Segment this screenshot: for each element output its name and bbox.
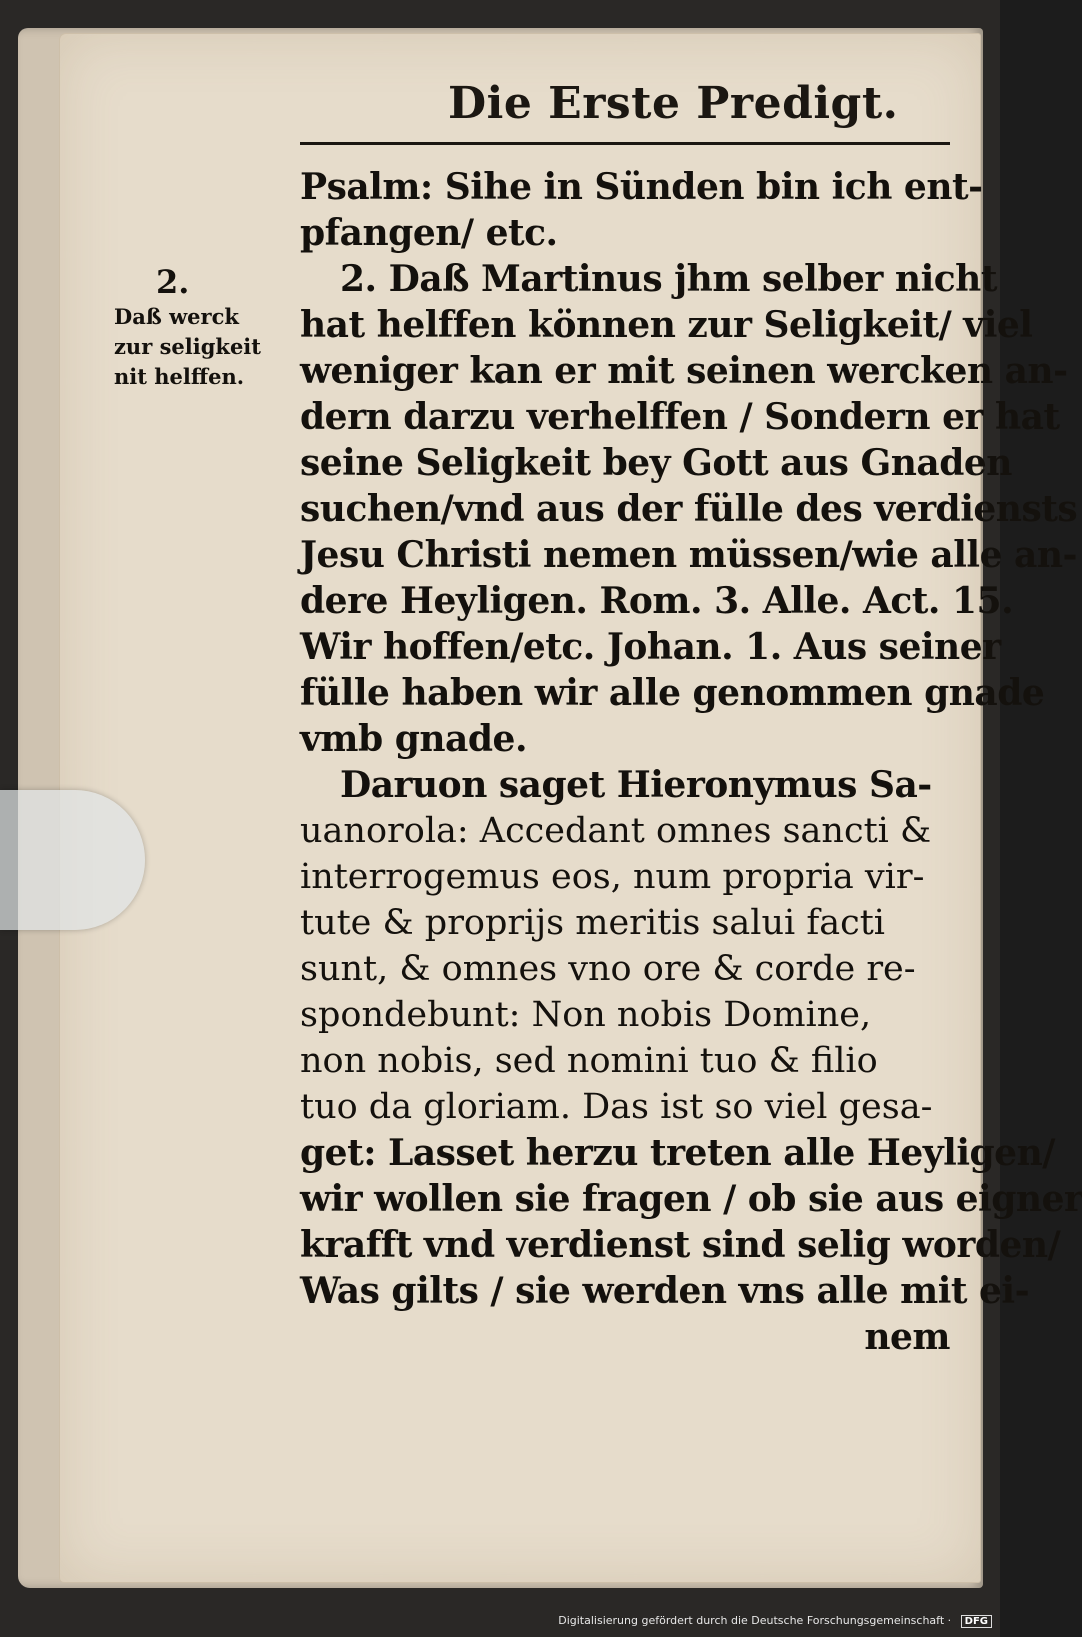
margin-note-number: 2. bbox=[156, 263, 190, 301]
text-line: Psalm: Sihe in Sünden bin ich ent- bbox=[300, 166, 983, 208]
text-line: krafft vnd verdienst sind selig worden/ bbox=[300, 1224, 1061, 1266]
text-line: Jesu Christi nemen müssen/wie alle an- bbox=[300, 534, 1077, 576]
text-line: uanorola: Accedant omnes sancti & bbox=[300, 811, 932, 851]
text-line: 2. Daß Martinus jhm selber nicht bbox=[340, 258, 997, 300]
text-line: Wir hoffen/etc. Johan. 1. Aus seiner bbox=[300, 626, 1001, 668]
text-line: interrogemus eos, num propria vir- bbox=[300, 857, 925, 897]
text-line: weniger kan er mit seinen wercken an- bbox=[300, 350, 1068, 392]
text-line: vmb gnade. bbox=[300, 718, 527, 760]
text-line: suchen/vnd aus der fülle des verdiensts bbox=[300, 488, 1078, 530]
catchword: nem bbox=[864, 1316, 950, 1358]
body-text bbox=[300, 164, 1082, 1360]
text-line: Was gilts / sie werden vns alle mit ei- bbox=[300, 1270, 1030, 1312]
dfg-logo: DFG bbox=[961, 1615, 992, 1628]
text-line: non nobis, sed nomini tuo & filio bbox=[300, 1041, 878, 1081]
text-line: seine Seligkeit bey Gott aus Gnaden bbox=[300, 442, 1012, 484]
page-clip bbox=[0, 790, 145, 930]
margin-note-line: zur seligkeit bbox=[114, 334, 261, 359]
text-line: hat helffen können zur Seligkeit/ viel bbox=[300, 304, 1033, 346]
footer-credit bbox=[520, 1614, 992, 1634]
header-rule bbox=[300, 142, 950, 145]
footer-credit-text: Digitalisierung gefördert durch die Deutsche Forschungsgemeinschaft · bbox=[558, 1614, 952, 1627]
text-line: pfangen/ etc. bbox=[300, 212, 558, 254]
text-line: dern darzu verhelffen / Sondern er hat bbox=[300, 396, 1060, 438]
page-header bbox=[300, 78, 950, 158]
text-line: get: Lasset herzu treten alle Heyligen/ bbox=[300, 1132, 1055, 1174]
running-title: Die Erste Predigt. bbox=[448, 78, 899, 129]
text-line: tute & proprijs meritis salui facti bbox=[300, 903, 886, 943]
text-line: sunt, & omnes vno ore & corde re- bbox=[300, 949, 916, 989]
margin-note-line: nit helffen. bbox=[114, 364, 245, 389]
text-line: fülle haben wir alle genommen gnade bbox=[300, 672, 1045, 714]
margin-note-line: Daß werck bbox=[114, 304, 239, 329]
text-line: Daruon saget Hieronymus Sa- bbox=[340, 764, 932, 806]
text-line: tuo da gloriam. Das ist so viel gesa- bbox=[300, 1087, 933, 1127]
text-line: wir wollen sie fragen / ob sie aus eigner bbox=[300, 1178, 1082, 1220]
margin-note bbox=[114, 262, 274, 392]
text-line: dere Heyligen. Rom. 3. Alle. Act. 15. bbox=[300, 580, 1014, 622]
text-line: spondebunt: Non nobis Domine, bbox=[300, 995, 872, 1035]
